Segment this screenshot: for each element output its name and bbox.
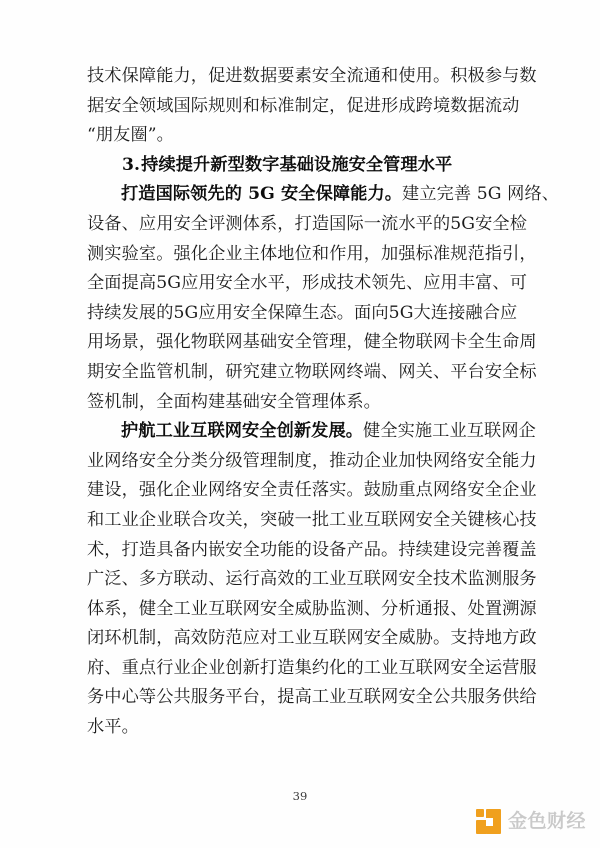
- text-line: 据 安 全 领 域 国 际 规 则 和 标 准 制 定 ， 促 进 形 成 跨 境 数 据 流 动: [87, 95, 520, 116]
- text-line: [87, 417, 536, 447]
- text-line: 设 备 、 应 用 安 全 评 测 体 系 ， 打 造 国 际 一 流 水 平 的 5 G 安 全 检: [87, 213, 528, 234]
- paragraph-lead-in: 护航工业互联网安全创新发展。: [121, 421, 364, 442]
- text-line: 全 面 提 高 5 G 应 用 安 全 水 平 ， 形 成 技 术 领 先 、 应 用 丰 富 、 可: [87, 273, 528, 294]
- text-line: 建 设 ， 强 化 企 业 网 络 安 全 责 任 落 实 。 鼓 励 重 点 网 络 安 全 企 业: [87, 480, 537, 501]
- text-line: 闭 环 机 制 ， 高 效 防 范 应 对 工 业 互 联 网 安 全 威 胁 。 支 持 地 方 政: [87, 628, 537, 649]
- text-line: 测 实 验 室 。 强 化 企 业 主 体 地 位 和 作 用 ， 加 强 标 准 规 范 指 引 ，: [87, 243, 537, 264]
- heading-number: 3.: [122, 154, 141, 175]
- text-line: 技 术 保 障 能 力 ， 促 进 数 据 要 素 安 全 流 通 和 使 用 。 积 极 参 与 数: [87, 66, 537, 86]
- text-line: 广 泛 、 多 方 联 动 、 运 行 高 效 的 工 业 互 联 网 安 全 技 术 监 测 服 务: [87, 569, 537, 590]
- text-run: 建立完善 5G 网络、: [402, 184, 560, 205]
- paragraph-lead-in: 打造国际领先的 5G 安全保障能力。: [121, 184, 403, 205]
- text-line: 术 ， 打 造 具 备 内 嵌 安 全 功 能 的 设 备 产 品 。 持 续 建 设 完 善 覆 盖: [87, 539, 537, 560]
- text-line: 水平。: [87, 717, 139, 738]
- document-body: [87, 62, 560, 743]
- text-line: 业 网 络 安 全 分 类 分 级 管 理 制 度 ， 推 动 企 业 加 快 网 络 安 全 能 力: [87, 450, 537, 471]
- text-line: 体 系 ， 健 全 工 业 互 联 网 安 全 威 胁 监 测 、 分 析 通 报 、 处 置 溯 源: [87, 598, 537, 619]
- jinse-logo-icon: [476, 809, 501, 834]
- section-heading-3: [87, 151, 513, 181]
- paragraph-industrial-internet: [87, 417, 537, 743]
- text-line: 和 工 业 企 业 联 合 攻 关 ， 突 破 一 批 工 业 互 联 网 安 全 关 键 核 心 技: [87, 509, 537, 530]
- text-line: 期 安 全 监 管 机 制 ， 研 究 建 立 物 联 网 终 端 、 网 关 、 平 台 安 全 标: [87, 361, 537, 382]
- watermark-text: 金色财经: [508, 810, 587, 832]
- text-run: 健全实施工业互联网企: [363, 421, 536, 442]
- text-line: 签机制，全面构建基础安全管理体系。: [87, 391, 381, 412]
- text-line: 务 中 心 等 公 共 服 务 平 台 ， 提 高 工 业 互 联 网 安 全 公 共 服 务 供 给: [87, 687, 537, 708]
- text-line: 用 场 景 ， 强 化 物 联 网 基 础 安 全 管 理 ， 健 全 物 联 网 卡 全 生 命 周: [87, 332, 537, 353]
- text-line: “朋友圈”。: [87, 125, 174, 146]
- paragraph-5g-security: [87, 180, 560, 417]
- text-line: 府 、 重 点 行 业 企 业 创 新 打 造 集 约 化 的 工 业 互 联 网 安 全 运 营 服: [87, 657, 537, 678]
- text-line: 持 续 发 展 的 5 G 应 用 安 全 保 障 生 态 。 面 向 5 G 大 连 接 融 合 应: [87, 302, 518, 323]
- watermark: [476, 809, 586, 834]
- heading-text: 持续提升新型数字基础设施安全管理水平: [141, 154, 453, 175]
- paragraph-continuation: [87, 62, 537, 151]
- page-number: 39: [292, 789, 308, 803]
- text-line: [87, 180, 560, 210]
